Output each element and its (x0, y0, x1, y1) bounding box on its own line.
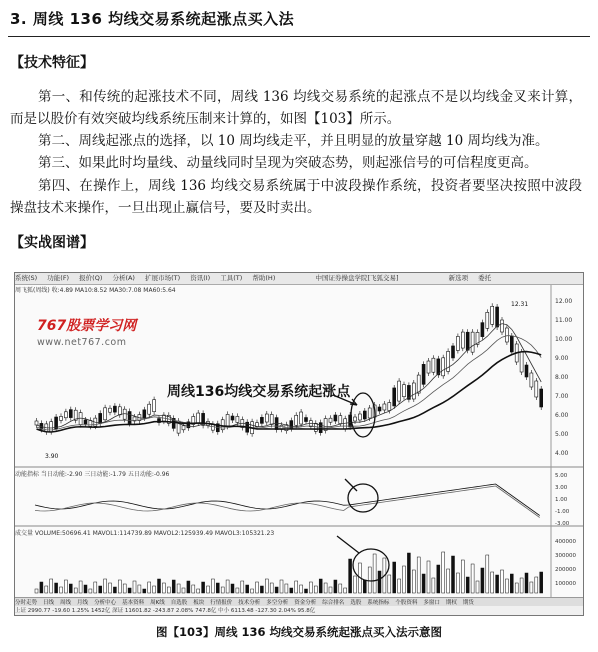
volume-bar (314, 586, 317, 593)
volume-bar (373, 554, 376, 593)
candle-body (290, 421, 293, 429)
candle-body (383, 404, 386, 410)
menu-item[interactable]: 资讯(I) (190, 274, 211, 282)
momentum-axis-label: -1.00 (555, 509, 570, 515)
volume-axis-label: 200000 (555, 567, 576, 573)
candle-body (442, 358, 445, 376)
candle-body (456, 336, 459, 350)
volume-bar (309, 582, 312, 593)
breakout-annotation: 周线136均线交易系统起涨点 (167, 384, 351, 400)
volume-bar (442, 552, 445, 593)
volume-bar (447, 569, 450, 593)
candle-body (393, 388, 396, 406)
volume-bar (481, 568, 484, 593)
candle-body (118, 407, 121, 415)
menu-item[interactable]: 报价(Q) (79, 274, 103, 282)
candle-body (265, 414, 268, 422)
volume-bar (202, 582, 205, 593)
volume-bar (412, 570, 415, 593)
momentum-axis-label: 3.00 (555, 485, 568, 491)
candle-body (236, 416, 239, 422)
bottom-tab[interactable]: 分时走势 (15, 600, 38, 606)
candle-body (510, 336, 513, 352)
volume-bar (363, 580, 366, 593)
candle-body (99, 413, 102, 423)
volume-bar (452, 556, 455, 593)
volume-bar (192, 585, 195, 593)
candle-body (461, 332, 464, 348)
candle-body (226, 414, 229, 426)
volume-axis-label: 400000 (555, 539, 576, 545)
volume-bar (432, 578, 435, 593)
bottom-tab[interactable]: 自选股 (170, 600, 188, 606)
volume-bar (118, 580, 121, 593)
momentum-axis-label: 5.00 (555, 473, 568, 479)
candle-body (363, 411, 366, 419)
candle-body (148, 404, 151, 414)
volume-bar (368, 567, 371, 593)
price-axis-label: 4.00 (555, 450, 569, 457)
price-pane-header: 周飞狐(周线) 收:4.89 MA10:8.52 MA30:7.08 MA60:5.64 (15, 287, 176, 294)
menu-item[interactable]: 系统(S) (15, 274, 38, 282)
volume-bar (197, 589, 200, 593)
bottom-tab[interactable]: 周K线 (150, 600, 165, 606)
candle-body (520, 352, 523, 372)
candle-body (358, 414, 361, 420)
volume-bar (388, 575, 391, 593)
candle-body (300, 412, 303, 424)
volume-pane-header: 成交量 VOLUME:50696.41 MAVOL1:114739.89 MAVOL2:125939.49 MAVOL3:105321.23 (15, 530, 275, 537)
volume-bar (456, 573, 459, 593)
menu-item[interactable]: 帮助(H) (252, 274, 276, 282)
candle-body (231, 416, 234, 420)
volume-bar (398, 579, 401, 593)
volume-bar (45, 586, 48, 593)
volume-bar (148, 582, 151, 593)
candle-body (471, 332, 474, 352)
momentum-axis-label: 1.00 (555, 497, 568, 503)
volume-bar (172, 580, 175, 593)
menu-item[interactable]: 功能(F) (47, 274, 70, 282)
price-axis-label: 7.00 (555, 393, 569, 400)
price-axis-label: 8.00 (555, 374, 569, 381)
volume-bar (79, 581, 82, 593)
volume-bar (270, 583, 273, 593)
volume-bar (393, 562, 396, 593)
price-axis-label: 11.00 (555, 317, 573, 324)
volume-bar (40, 582, 43, 593)
volume-bar (69, 584, 72, 593)
bottom-tab[interactable]: 系统指标 (367, 600, 390, 606)
candle-body (427, 361, 430, 373)
features-heading: 【技术特征】 (10, 55, 94, 71)
volume-bar (422, 574, 425, 593)
volume-bar (515, 583, 518, 593)
candle-body (486, 312, 489, 328)
candle-body (378, 407, 381, 411)
volume-bar (349, 559, 352, 593)
volume-bar (187, 581, 190, 593)
candle-body (540, 389, 543, 407)
price-axis-label: 9.00 (555, 355, 569, 362)
candle-body (505, 328, 508, 342)
volume-bar (285, 584, 288, 593)
volume-bar (496, 575, 499, 593)
candle-body (109, 408, 112, 412)
bottom-tab[interactable]: 行情报价 (210, 600, 233, 606)
bottom-tab[interactable]: 分析中心 (94, 600, 117, 606)
volume-bar (329, 587, 332, 593)
volume-bar (295, 581, 298, 593)
watermark-url: www.net767.com (37, 337, 127, 348)
volume-axis-label: 300000 (555, 553, 576, 559)
volume-bar (525, 573, 528, 593)
candle-body (35, 421, 38, 425)
candle-body (182, 426, 185, 430)
price-axis-label: 10.00 (555, 336, 573, 343)
price-axis-label: 5.00 (555, 431, 569, 438)
volume-bar (182, 588, 185, 593)
bottom-tab[interactable]: 板块 (193, 600, 205, 606)
candle-body (128, 412, 131, 424)
momentum-circle (348, 484, 378, 512)
candle-body (104, 408, 107, 420)
volume-bar (510, 574, 513, 593)
bottom-tab[interactable]: 技术分析 (238, 600, 261, 606)
volume-bar (417, 557, 420, 593)
market-status-bar: 上证 2990.77 -19.60 1.25% 1452亿 深证 11601.82 -243.87 2.08% 747.8亿 中小 6113.48 -127.30 2.04% 95.8亿 (15, 606, 583, 615)
candle-body (501, 320, 504, 332)
momentum-line (35, 484, 540, 516)
bottom-tab[interactable]: 月线 (77, 600, 89, 606)
candle-body (69, 410, 72, 418)
volume-bar (275, 587, 278, 593)
volume-bar (158, 579, 161, 593)
volume-bar (246, 585, 249, 593)
candle-body (530, 373, 533, 387)
volume-bar (89, 589, 92, 593)
candle-body (295, 415, 298, 425)
volume-bar (378, 571, 381, 593)
volume-bar (540, 572, 543, 593)
menu-right-item[interactable]: 委托 (478, 274, 492, 282)
volume-bar (339, 584, 342, 593)
volume-bar (241, 581, 244, 593)
volume-bar (177, 584, 180, 593)
volume-bar (64, 580, 67, 593)
candle-body (314, 423, 317, 431)
bottom-tab[interactable]: 基本资料 (122, 600, 145, 606)
price-axis-label: 12.00 (555, 298, 573, 305)
volume-bar (251, 589, 254, 593)
volume-bar (211, 579, 214, 593)
candle-body (143, 410, 146, 418)
candle-body (153, 400, 156, 412)
menu-right-item[interactable]: 新选项 (448, 274, 469, 282)
volume-bar (437, 565, 440, 593)
candle-body (535, 381, 538, 397)
candle-body (329, 418, 332, 422)
candle-body (417, 375, 420, 393)
candle-body (64, 412, 67, 418)
volume-bar (334, 580, 337, 593)
candle-body (270, 414, 273, 424)
candle-body (481, 323, 484, 337)
volume-bar (407, 553, 410, 593)
momentum-pane-header: 动能指标 当日动能:-2.90 三日动能:-1.79 五日动能:-0.96 (15, 471, 170, 478)
bottom-tab[interactable]: 个股资料 (395, 600, 418, 606)
volume-bar (535, 577, 538, 593)
volume-bar (143, 589, 146, 593)
volume-bar (300, 585, 303, 593)
stock-chart-figure (14, 272, 584, 616)
bottom-tab[interactable]: 期权 (445, 600, 457, 606)
candle-body (305, 418, 308, 422)
candle-body (412, 383, 415, 399)
volume-bar (530, 582, 533, 593)
candle-body (113, 406, 116, 412)
volume-bar (354, 576, 357, 593)
volume-bar (74, 588, 77, 593)
volume-bar (221, 587, 224, 593)
volume-bar (491, 572, 494, 593)
volume-bar (207, 586, 210, 593)
volume-bar (265, 579, 268, 593)
menu-center-title: 中国证券操盘学院[飞狐交易] (315, 274, 399, 282)
volume-bar (55, 583, 58, 593)
volume-bar (427, 561, 430, 593)
volume-bar (319, 579, 322, 593)
candle-body (60, 416, 63, 420)
volume-arrow (337, 536, 359, 553)
volume-bar (84, 585, 87, 593)
paragraph-4: 第四、在操作上，周线 136 均线交易系统属于中波段操作系统，投资者要坚决按照中波段操盘技术来操作，一旦出现止赢信号，要及时卖出。 (10, 178, 582, 216)
title-rule (8, 36, 590, 37)
bottom-tab[interactable]: 多空分析 (266, 600, 289, 606)
section-title: 3. 周线 136 均线交易系统起涨点买入法 (10, 10, 295, 28)
bottom-tab[interactable]: 周线 (60, 600, 72, 606)
menu-item[interactable]: 分析(A) (112, 274, 135, 282)
candle-body (197, 413, 200, 423)
chart-heading: 【实战图谱】 (10, 235, 94, 251)
volume-bar (162, 583, 165, 593)
volume-bar (260, 586, 263, 593)
volume-axis-label: 100000 (555, 581, 576, 587)
watermark-logo: 767股票学习网 (37, 318, 137, 334)
candle-body (422, 364, 425, 384)
bottom-tab[interactable]: 期货 (462, 600, 474, 606)
volume-bar (138, 585, 141, 593)
volume-bar (216, 583, 219, 593)
candle-body (388, 403, 391, 411)
volume-bar (324, 583, 327, 593)
low-price-label: 3.90 (45, 453, 59, 460)
bottom-tab[interactable]: 选股 (350, 600, 362, 606)
paragraph-2: 第二、周线起涨点的选择，以 10 周均线走平，并且明显的放量穿越 10 周均线为准。 (38, 133, 549, 149)
momentum-axis-label: -3.00 (555, 521, 570, 527)
volume-bar (50, 579, 53, 593)
volume-bar (94, 582, 97, 593)
volume-bar (231, 584, 234, 593)
volume-bar (167, 587, 170, 593)
peak-price-label: 12.31 (511, 301, 529, 308)
volume-bar (226, 580, 229, 593)
volume-bar (344, 588, 347, 593)
volume-bar (403, 566, 406, 593)
bottom-tab[interactable]: 多窗口 (423, 600, 440, 606)
bottom-tab[interactable]: 综合排名 (322, 600, 345, 606)
volume-bar (104, 579, 107, 593)
volume-bar (471, 564, 474, 593)
bottom-tab[interactable]: 日线 (43, 600, 55, 606)
candle-body (452, 346, 455, 358)
volume-bar (35, 589, 38, 593)
volume-bar (466, 577, 469, 593)
candle-body (260, 417, 263, 423)
candle-body (403, 385, 406, 397)
candle-body (491, 306, 494, 324)
volume-bar (133, 581, 136, 593)
volume-bar (113, 587, 116, 593)
candle-body (398, 381, 401, 401)
candle-body (334, 415, 337, 421)
volume-bar (505, 579, 508, 593)
candle-body (496, 307, 499, 327)
candle-body (84, 420, 87, 424)
volume-bar (501, 570, 504, 593)
volume-bar (128, 588, 131, 593)
candle-body (368, 408, 371, 418)
menu-item[interactable]: 工具(T) (220, 274, 243, 282)
volume-bar (153, 586, 156, 593)
bottom-tab[interactable]: 资金分析 (294, 600, 317, 606)
paragraph-1: 第一、和传统的起涨技术不同，周线 136 均线交易系统的起涨点不是以均线金叉来计算，而是以股价有效突破均线系统压制来计算的，如图【103】所示。 (10, 89, 582, 127)
candle-body (354, 417, 357, 421)
figure-caption: 图【103】周线 136 均线交易系统起涨点买入法示意图 (155, 625, 442, 639)
volume-bar (236, 588, 239, 593)
price-axis-label: 6.00 (555, 412, 569, 419)
volume-bar (486, 555, 489, 593)
volume-bar (476, 581, 479, 593)
volume-bar (109, 583, 112, 593)
volume-bar (256, 582, 259, 593)
paragraph-3: 第三、如果此时均量线、动量线同时呈现为突破态势，则起涨信号的可信程度更高。 (38, 155, 538, 171)
momentum-line (35, 486, 540, 518)
volume-bar (290, 588, 293, 593)
menu-item[interactable]: 扩展市场(T) (145, 274, 181, 282)
volume-bar (123, 584, 126, 593)
candle-body (432, 358, 435, 372)
volume-bar (305, 589, 308, 593)
volume-bar (461, 560, 464, 593)
candle-body (525, 365, 528, 377)
candle-body (466, 332, 469, 350)
volume-bar (60, 587, 63, 593)
candle-body (339, 416, 342, 424)
volume-bar (520, 578, 523, 593)
volume-bar (99, 586, 102, 593)
volume-bar (280, 580, 283, 593)
